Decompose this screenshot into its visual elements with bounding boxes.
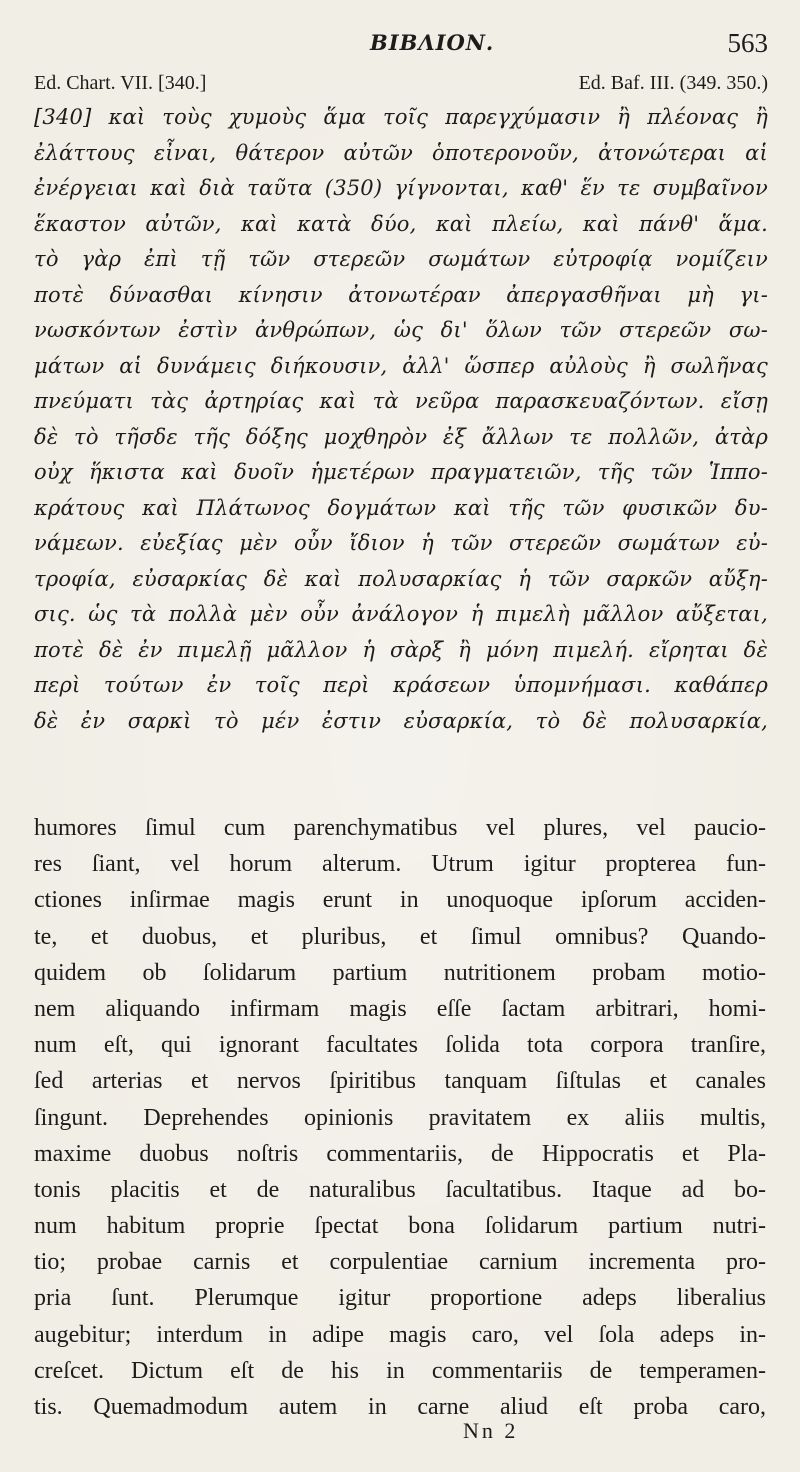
latin-text-line: humores ſimul cum parenchymatibus vel plures, vel paucio- xyxy=(34,815,766,841)
greek-text-line: πνεύματι τὰς ἀρτηρίας καὶ τὰ νεῦρα παρασκευαζόντων. εἴσῃ xyxy=(34,389,768,413)
edition-basel-reference: Ed. Baf. III. (349. 350.) xyxy=(578,72,768,94)
greek-text-block xyxy=(34,100,768,739)
signature-mark: Nn 2 xyxy=(463,1418,519,1443)
latin-text-line: ſed arterias et nervos ſpiritibus tanquam ſiſtulas et canales xyxy=(34,1068,766,1095)
greek-text-line: δὲ τὸ τῆσδε τῆς δόξης μοχθηρὸν ἐξ ἄλλων τε πολλῶν, ἀτὰρ xyxy=(34,424,768,449)
latin-text-line: maxime duobus noſtris commentariis, de Hippocratis et Pla- xyxy=(34,1140,766,1167)
greek-text-line: ἐλάττους εἶναι, θάτερον αὐτῶν ὁποτερονοῦν, ἀτονώτεραι αἱ xyxy=(34,140,768,165)
greek-text-line: [340] καὶ τοὺς χυμοὺς ἅμα τοῖς παρεγχύμασιν ἢ πλέονας ἢ xyxy=(34,105,768,129)
greek-text-line: τροφία, εὐσαρκίας δὲ καὶ πολυσαρκίας ἡ τῶν σαρκῶν αὔξη- xyxy=(34,566,768,591)
greek-text-line: ἕκαστον αὐτῶν, καὶ κατὰ δύο, καὶ πλείω, καὶ πάνθ' ἅμα. xyxy=(34,211,768,236)
greek-text-line: ποτὲ δύνασθαι κίνησιν ἀτονωτέραν ἀπεργασθῆναι μὴ γι- xyxy=(34,282,768,307)
greek-text-line: κράτους καὶ Πλάτωνος δογμάτων καὶ τῆς τῶν φυσικῶν δυ- xyxy=(34,495,768,520)
edition-reference-line xyxy=(34,72,768,98)
edition-chart-reference: Ed. Chart. VII. [340.] xyxy=(34,72,207,94)
latin-text-line: tio; probae carnis et corpulentiae carnium incrementa pro- xyxy=(34,1249,766,1276)
running-title: ΒΙΒΛΙΟΝ. xyxy=(370,30,495,55)
greek-text-line: περὶ τούτων ἐν τοῖς περὶ κράσεων ὑπομνήμασι. καθάπερ xyxy=(34,673,768,697)
page-header xyxy=(34,30,768,64)
page-number: 563 xyxy=(727,28,768,58)
latin-text-line: ſingunt. Deprehendes opinionis pravitatem ex aliis multis, xyxy=(34,1104,766,1131)
latin-text-line: pria ſunt. Plerumque igitur proportione adeps liberalius xyxy=(34,1285,766,1312)
latin-text-line: num eſt, qui ignorant facultates ſolida tota corpora tranſire, xyxy=(34,1032,766,1059)
latin-text-block xyxy=(34,810,766,1425)
greek-text-line: ἐνέργειαι καὶ διὰ ταῦτα (350) γίγνονται, καθ' ἕν τε συμβαῖνον xyxy=(34,176,768,200)
greek-text-line: οὐχ ἥκιστα καὶ δυοῖν ἡμετέρων πραγματειῶν, τῆς τῶν Ἱππο- xyxy=(34,460,768,484)
latin-text-line: tis. Quemadmodum autem in carne aliud eſt proba caro, xyxy=(34,1394,766,1420)
greek-text-line: δὲ ἐν σαρκὶ τὸ μέν ἐστιν εὐσαρκία, τὸ δὲ πολυσαρκία, xyxy=(34,708,768,733)
latin-text-line: res ſiant, vel horum alterum. Utrum igitur propterea fun- xyxy=(34,851,766,878)
greek-text-line: τὸ γὰρ ἐπὶ τῇ τῶν στερεῶν σωμάτων εὐτροφίᾳ νομίζειν xyxy=(34,247,768,271)
latin-text-line: quidem ob ſolidarum partium nutritionem probam motio- xyxy=(34,959,766,986)
greek-text-line: σις. ὡς τὰ πολλὰ μὲν οὖν ἀνάλογον ἡ πιμελὴ μᾶλλον αὔξεται, xyxy=(34,602,768,626)
greek-text-line: νάμεων. εὐεξίας μὲν οὖν ἴδιον ἡ τῶν στερεῶν σωμάτων εὐ- xyxy=(34,531,768,555)
greek-text-line: ποτὲ δὲ ἐν πιμελῇ μᾶλλον ἡ σὰρξ ἢ μόνη πιμελή. εἴρηται δὲ xyxy=(34,637,768,662)
latin-text-line: augebitur; interdum in adipe magis caro, vel ſola adeps in- xyxy=(34,1321,766,1348)
latin-text-line: ctiones inſirmae magis erunt in unoquoque ipſorum acciden- xyxy=(34,887,766,914)
greek-text-line: μάτων αἱ δυνάμεις διήκουσιν, ἀλλ' ὥσπερ αὐλοὺς ἢ σωλῆνας xyxy=(34,353,768,378)
latin-text-line: num habitum proprie ſpectat bona ſolidarum partium nutri- xyxy=(34,1213,766,1240)
latin-text-line: te, et duobus, et pluribus, et ſimul omnibus? Quando- xyxy=(34,923,766,950)
latin-text-line: creſcet. Dictum eſt de his in commentariis de temperamen- xyxy=(34,1357,766,1384)
greek-text-line: νωσκόντων ἐστὶν ἀνθρώπων, ὡς δι' ὅλων τῶν στερεῶν σω- xyxy=(34,318,768,342)
latin-text-line: nem aliquando infirmam magis eſſe ſactam arbitrari, homi- xyxy=(34,995,766,1022)
latin-text-line: tonis placitis et de naturalibus ſacultatibus. Itaque ad bo- xyxy=(34,1176,766,1203)
